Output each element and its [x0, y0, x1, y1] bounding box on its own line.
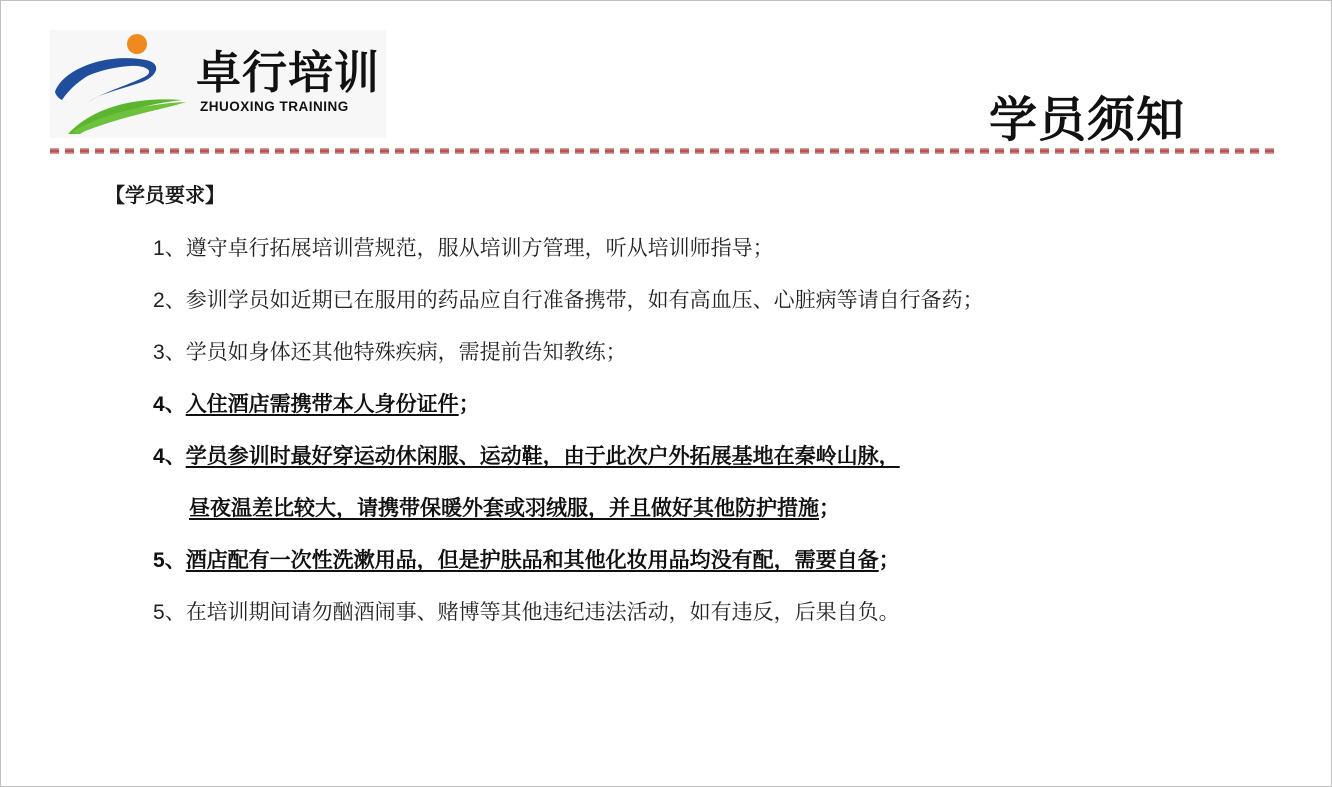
- list-item: 4、学员参训时最好穿运动休闲服、运动鞋，由于此次户外拓展基地在秦岭山脉，: [153, 443, 900, 468]
- dashed-divider: [50, 147, 1274, 156]
- list-item: 4、入住酒店需携带本人身份证件；: [153, 391, 480, 416]
- list-item-continuation: 昼夜温差比较大，请携带保暖外套或羽绒服，并且做好其他防护措施；: [189, 495, 840, 520]
- list-item: 1、遵守卓行拓展培训营规范，服从培训方管理，听从培训师指导；: [153, 236, 774, 260]
- page-title: 学员须知: [988, 92, 1185, 148]
- logo-chinese-name: 卓行培训: [196, 46, 381, 99]
- company-logo: [50, 30, 386, 138]
- section-heading: 【学员要求】: [105, 183, 225, 207]
- list-item: 3、学员如身体还其他特殊疾病，需提前告知教练；: [153, 340, 627, 364]
- list-item: 5、酒店配有一次性洗漱用品，但是护肤品和其他化妆用品均没有配，需要自备；: [153, 547, 900, 572]
- requirements-list: [153, 223, 1253, 639]
- logo-english-name: ZHUOXING TRAINING: [200, 99, 349, 114]
- list-item: 5、在培训期间请勿酗酒闹事、赌博等其他违纪违法活动，如有违反，后果自负。: [153, 600, 900, 624]
- list-item: 2、参训学员如近期已在服用的药品应自行准备携带，如有高血压、心脏病等请自行备药；: [153, 288, 984, 312]
